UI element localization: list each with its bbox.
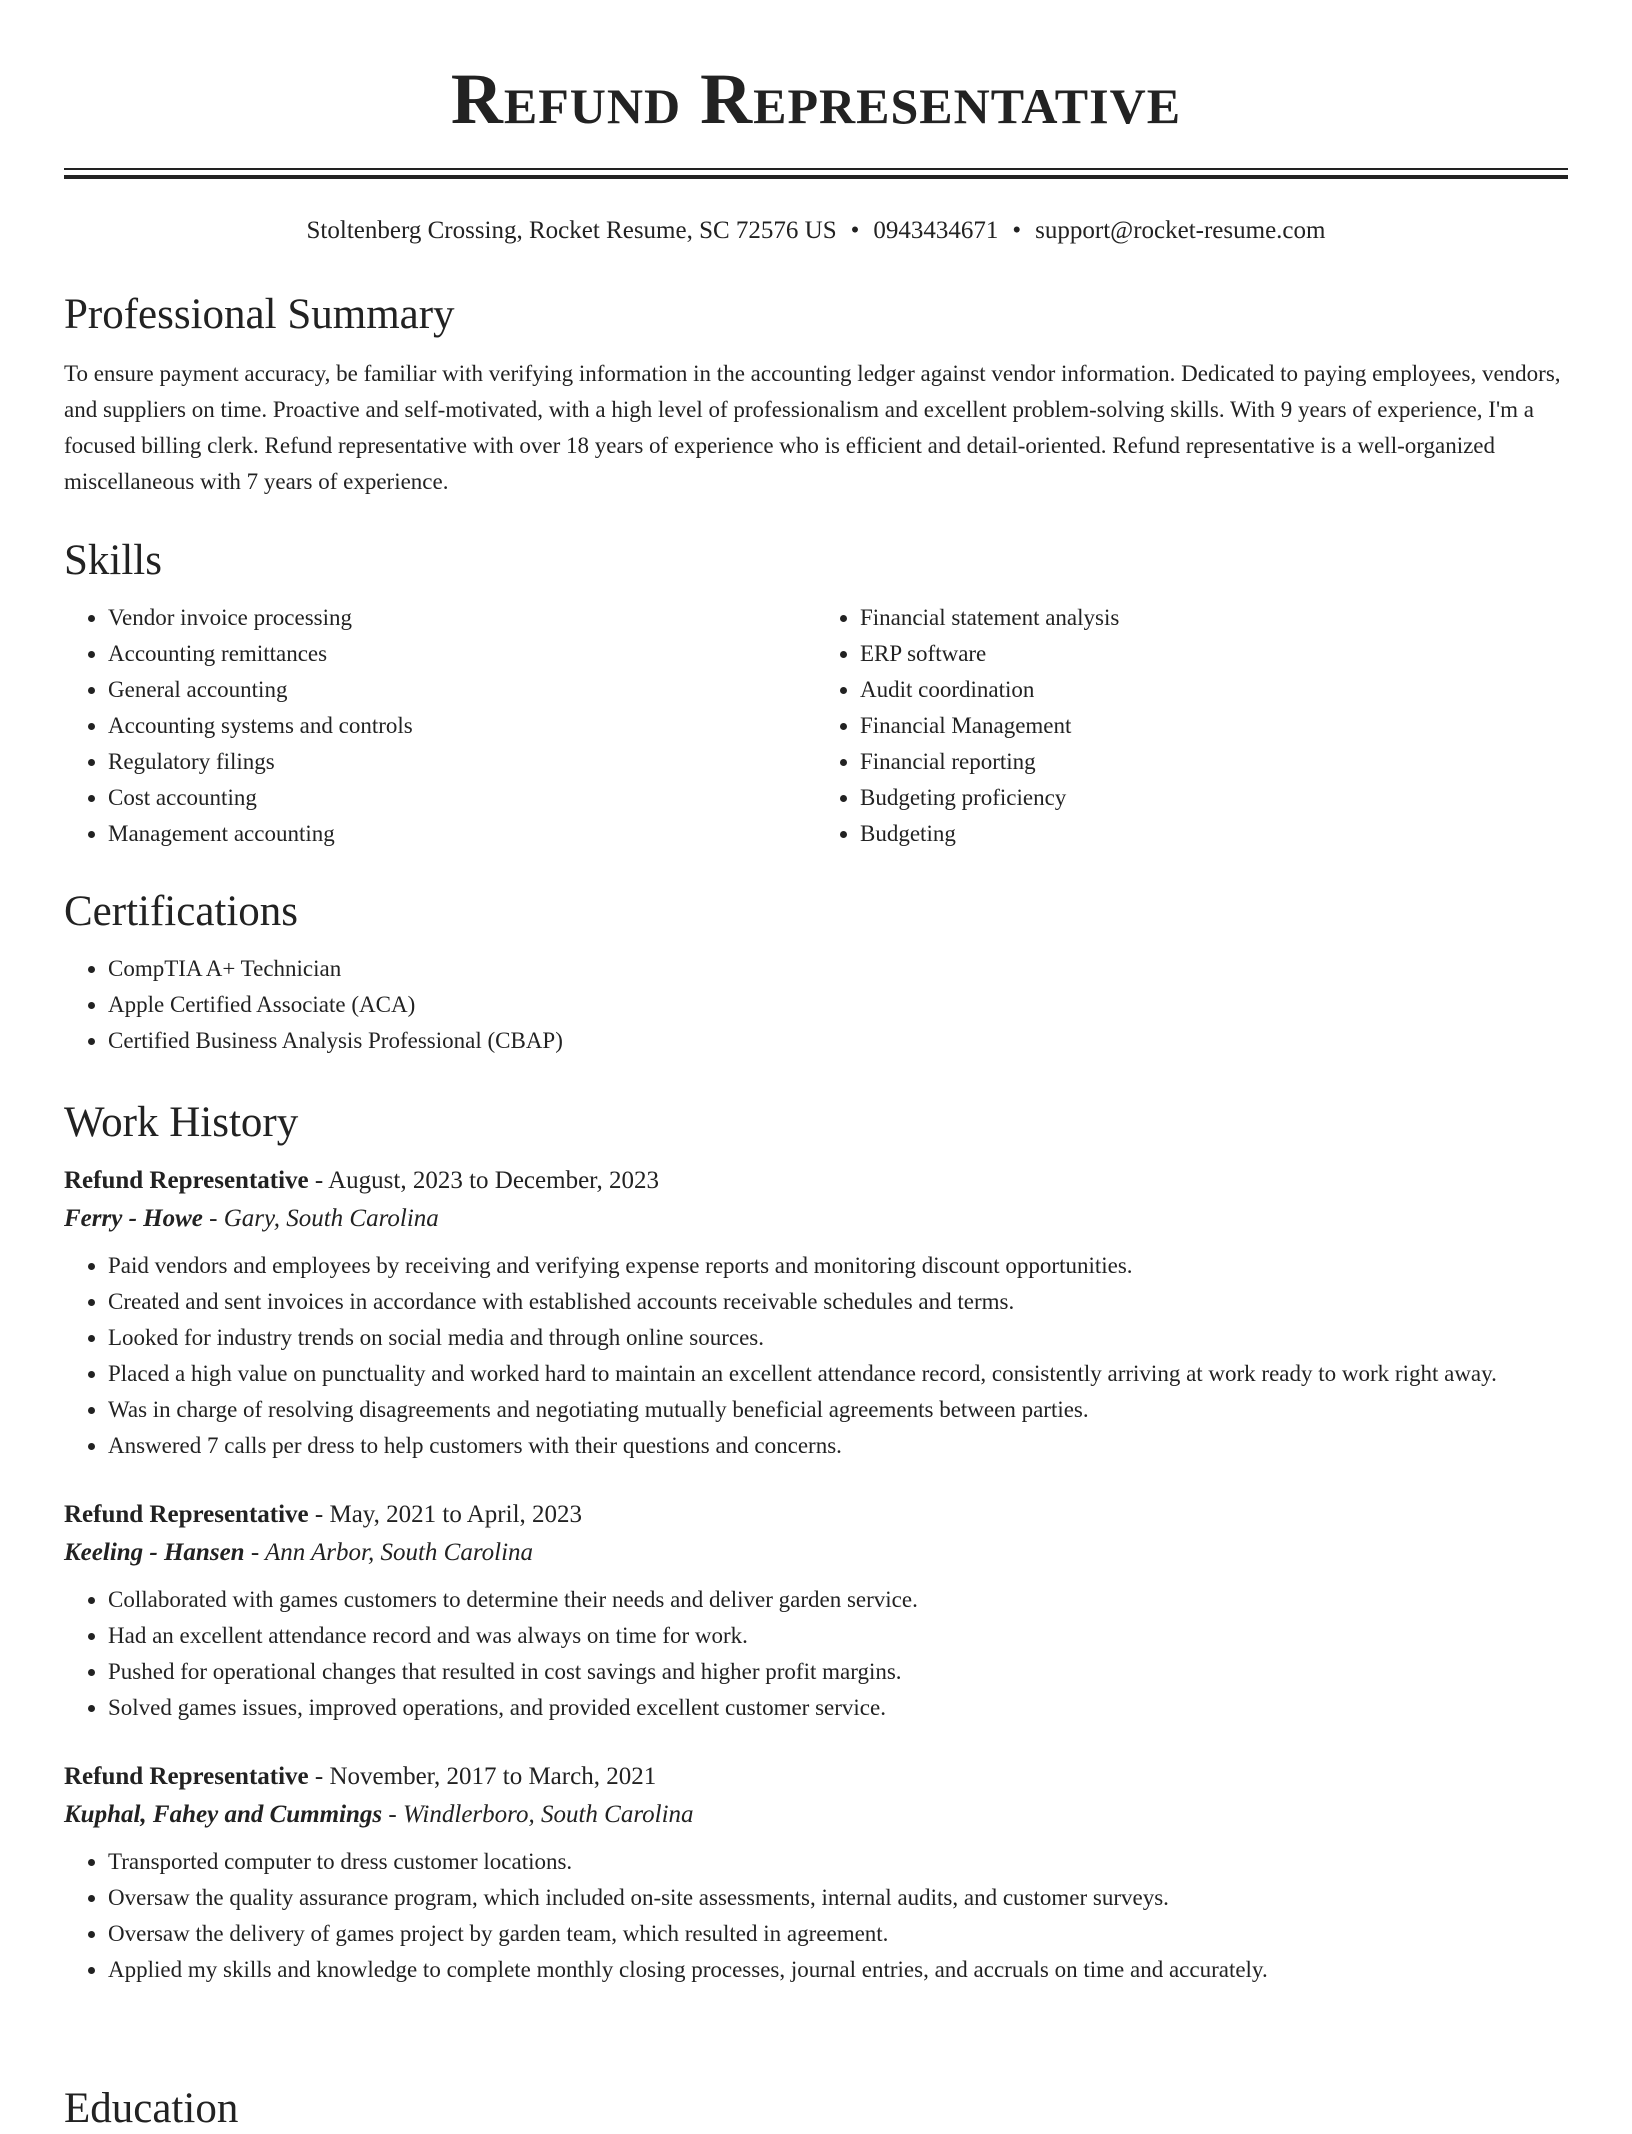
job-bullet: • Oversaw the delivery of games project by garden team, which resulted in agreement. [108,1916,1568,1952]
skills-heading: Skills [64,537,162,584]
job-company: Kuphal, Fahey and Cummings [64,1801,383,1828]
skill-item: • Accounting remittances [108,636,816,672]
job-dates: - August, 2023 to December, 2023 [308,1167,659,1194]
education-section [64,2084,1568,2134]
skills-columns [64,586,1568,852]
resume-page [64,0,1568,2132]
summary-heading: Professional Summary [64,291,455,338]
skill-item: • Vendor invoice processing [108,600,816,636]
summary-section [64,290,1568,500]
title-divider-thick [64,175,1568,179]
job-heading [64,1758,1568,1796]
skill-item: • Accounting systems and controls [108,708,816,744]
job-bullet: • Was in charge of resolving disagreements and negotiating mutually beneficial agreements between parties. [108,1392,1568,1428]
job-company: Ferry - Howe [64,1205,203,1232]
job-company-line [64,1200,1568,1238]
job-location: - Gary, South Carolina [202,1205,439,1232]
job-location: - Windlerboro, South Carolina [382,1801,694,1828]
job-bullet: • Answered 7 calls per dress to help customers with their questions and concerns. [108,1428,1568,1464]
skill-item: • Financial statement analysis [860,600,1568,636]
skill-item: • Regulatory filings [108,744,816,780]
job-bullet: • Solved games issues, improved operations, and provided excellent customer service. [108,1690,1568,1726]
certification-item: • Apple Certified Associate (ACA) [108,987,1568,1023]
summary-text: To ensure payment accuracy, be familiar with verifying information in the accounting ledger against vendor information. Dedicated to paying employees, vendors, and suppliers on time. Proactive and self-motivated, with a high level of professionalism and excellent problem-solving skills. With 9 years of experience, I'm a focused billing clerk. Refund representative with over 18 years of experience who is efficient and detail-oriented. Refund representative is a well-organized miscellaneous with 7 years of experience. [64,361,1561,494]
job-bullet: • Had an excellent attendance record and was always on time for work. [108,1618,1568,1654]
skill-item: • Financial Management [860,708,1568,744]
certifications-heading: Certifications [64,888,299,935]
contact-separator: • [1012,217,1022,244]
job-heading [64,1496,1568,1534]
job-bullet: • Created and sent invoices in accordance with established accounts receivable schedules and terms. [108,1284,1568,1320]
work-history-heading: Work History [64,1099,299,1146]
job-bullet: • Pushed for operational changes that resulted in cost savings and higher profit margins. [108,1654,1568,1690]
title-divider-thin [64,168,1568,170]
job-bullet: • Oversaw the quality assurance program, which included on-site assessments, internal audits, and customer surveys. [108,1880,1568,1916]
job-bullet: • Placed a high value on punctuality and worked hard to maintain an excellent attendance record, consistently arriving at work ready to work right away. [108,1356,1568,1392]
skill-item: • General accounting [108,672,816,708]
certifications-list [64,937,1568,1059]
job-bullet: • Applied my skills and knowledge to complete monthly closing processes, journal entries, and accruals on time and accurately. [108,1952,1568,1988]
job-bullets [64,1238,1568,1464]
skills-section [64,536,1568,852]
skills-list-right [816,600,1568,852]
skill-item: • Financial reporting [860,744,1568,780]
job-bullet: • Looked for industry trends on social media and through online sources. [108,1320,1568,1356]
job-bullet: • Transported computer to dress customer locations. [108,1844,1568,1880]
job-bullets [64,1834,1568,1988]
skill-item: • Budgeting proficiency [860,780,1568,816]
skill-item: • Audit coordination [860,672,1568,708]
job-heading [64,1162,1568,1200]
contact-separator: • [850,217,860,244]
job-entry [64,1148,1568,1464]
certification-item: • Certified Business Analysis Professional (CBAP) [108,1023,1568,1059]
job-dates: - May, 2021 to April, 2023 [308,1501,583,1528]
job-bullets [64,1572,1568,1726]
skill-item: • ERP software [860,636,1568,672]
contact-line [64,214,1568,248]
skill-item: • Budgeting [860,816,1568,852]
contact-address: Stoltenberg Crossing, Rocket Resume, SC 72576 US [306,217,837,244]
work-history-section [64,1098,1568,1988]
contact-phone: 0943434671 [873,217,999,244]
job-title: Refund Representative [64,1763,309,1790]
job-dates: - November, 2017 to March, 2021 [308,1763,657,1790]
resume-title: Refund Representative [450,59,1182,139]
certification-item: • CompTIA A+ Technician [108,951,1568,987]
job-entry [64,1464,1568,1726]
job-title: Refund Representative [64,1167,309,1194]
skill-item: • Management accounting [108,816,816,852]
job-entry [64,1726,1568,1988]
job-company-line [64,1796,1568,1834]
job-company-line [64,1534,1568,1572]
skill-item: • Cost accounting [108,780,816,816]
job-title: Refund Representative [64,1501,309,1528]
contact-email: support@rocket-resume.com [1035,217,1326,244]
job-location: - Ann Arbor, South Carolina [244,1539,534,1566]
certifications-section [64,887,1568,1059]
skills-list-left [64,600,816,852]
education-heading: Education [64,2085,239,2132]
job-company: Keeling - Hansen [64,1539,245,1566]
job-bullet: • Collaborated with games customers to determine their needs and deliver garden service. [108,1582,1568,1618]
job-bullet: • Paid vendors and employees by receiving and verifying expense reports and monitoring discount opportunities. [108,1248,1568,1284]
